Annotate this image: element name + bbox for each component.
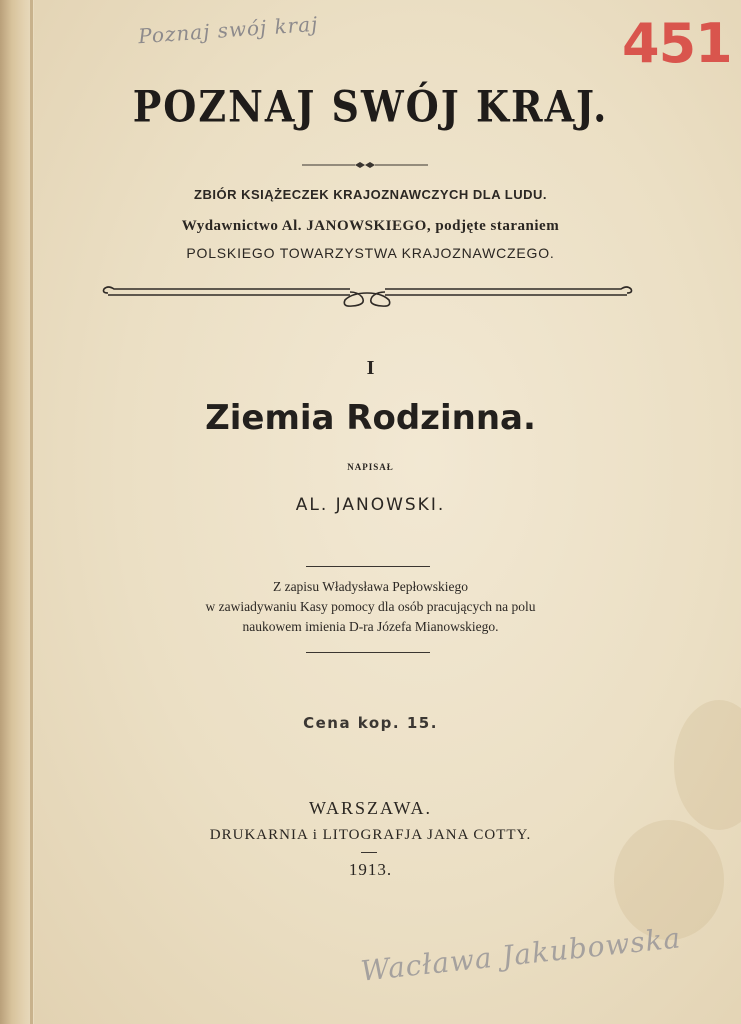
ornamental-divider xyxy=(100,283,635,313)
divider-rule xyxy=(306,652,430,653)
series-title: POZNAJ SWÓJ KRAJ. xyxy=(132,81,609,132)
series-description: ZBIÓR KSIĄŻECZEK KRAJOZNAWCZYCH DLA LUDU. xyxy=(194,187,547,202)
imprint-printer: DRUKARNIA i LITOGRAFJA JANA COTTY. xyxy=(209,827,532,843)
handwritten-note: Poznaj swój kraj xyxy=(137,11,319,49)
funding-note-line: naukowem imienia D-ra Józefa Mianowskiego. xyxy=(242,619,499,634)
funding-note-line: w zawiadywaniu Kasy pomocy dla osób pracujących na polu xyxy=(205,599,536,614)
society-line: POLSKIEGO TOWARZYSTWA KRAJOZNAWCZEGO. xyxy=(186,245,555,261)
funding-note-line: Z zapisu Władysława Pepłowskiego xyxy=(272,579,469,594)
divider-rule xyxy=(306,566,430,567)
volume-number: I xyxy=(366,357,375,379)
funding-note xyxy=(0,577,741,637)
short-dash xyxy=(361,852,377,853)
imprint-year: 1913. xyxy=(348,860,393,879)
publisher-line: Wydawnictwo Al. JANOWSKIEGO, podjęte staraniem xyxy=(181,218,560,234)
byline-label: NAPISAŁ xyxy=(347,462,394,472)
imprint-city: WARSZAWA. xyxy=(308,798,433,818)
small-ornament-divider xyxy=(300,160,430,170)
author-name: AL. JANOWSKI. xyxy=(295,495,446,515)
book-title: Ziemia Rodzinna. xyxy=(205,398,536,438)
price-line: Cena kop. 15. xyxy=(303,714,438,732)
library-stamp-number: 451 xyxy=(622,12,732,75)
owner-signature: Wacława Jakubowska xyxy=(359,921,683,988)
